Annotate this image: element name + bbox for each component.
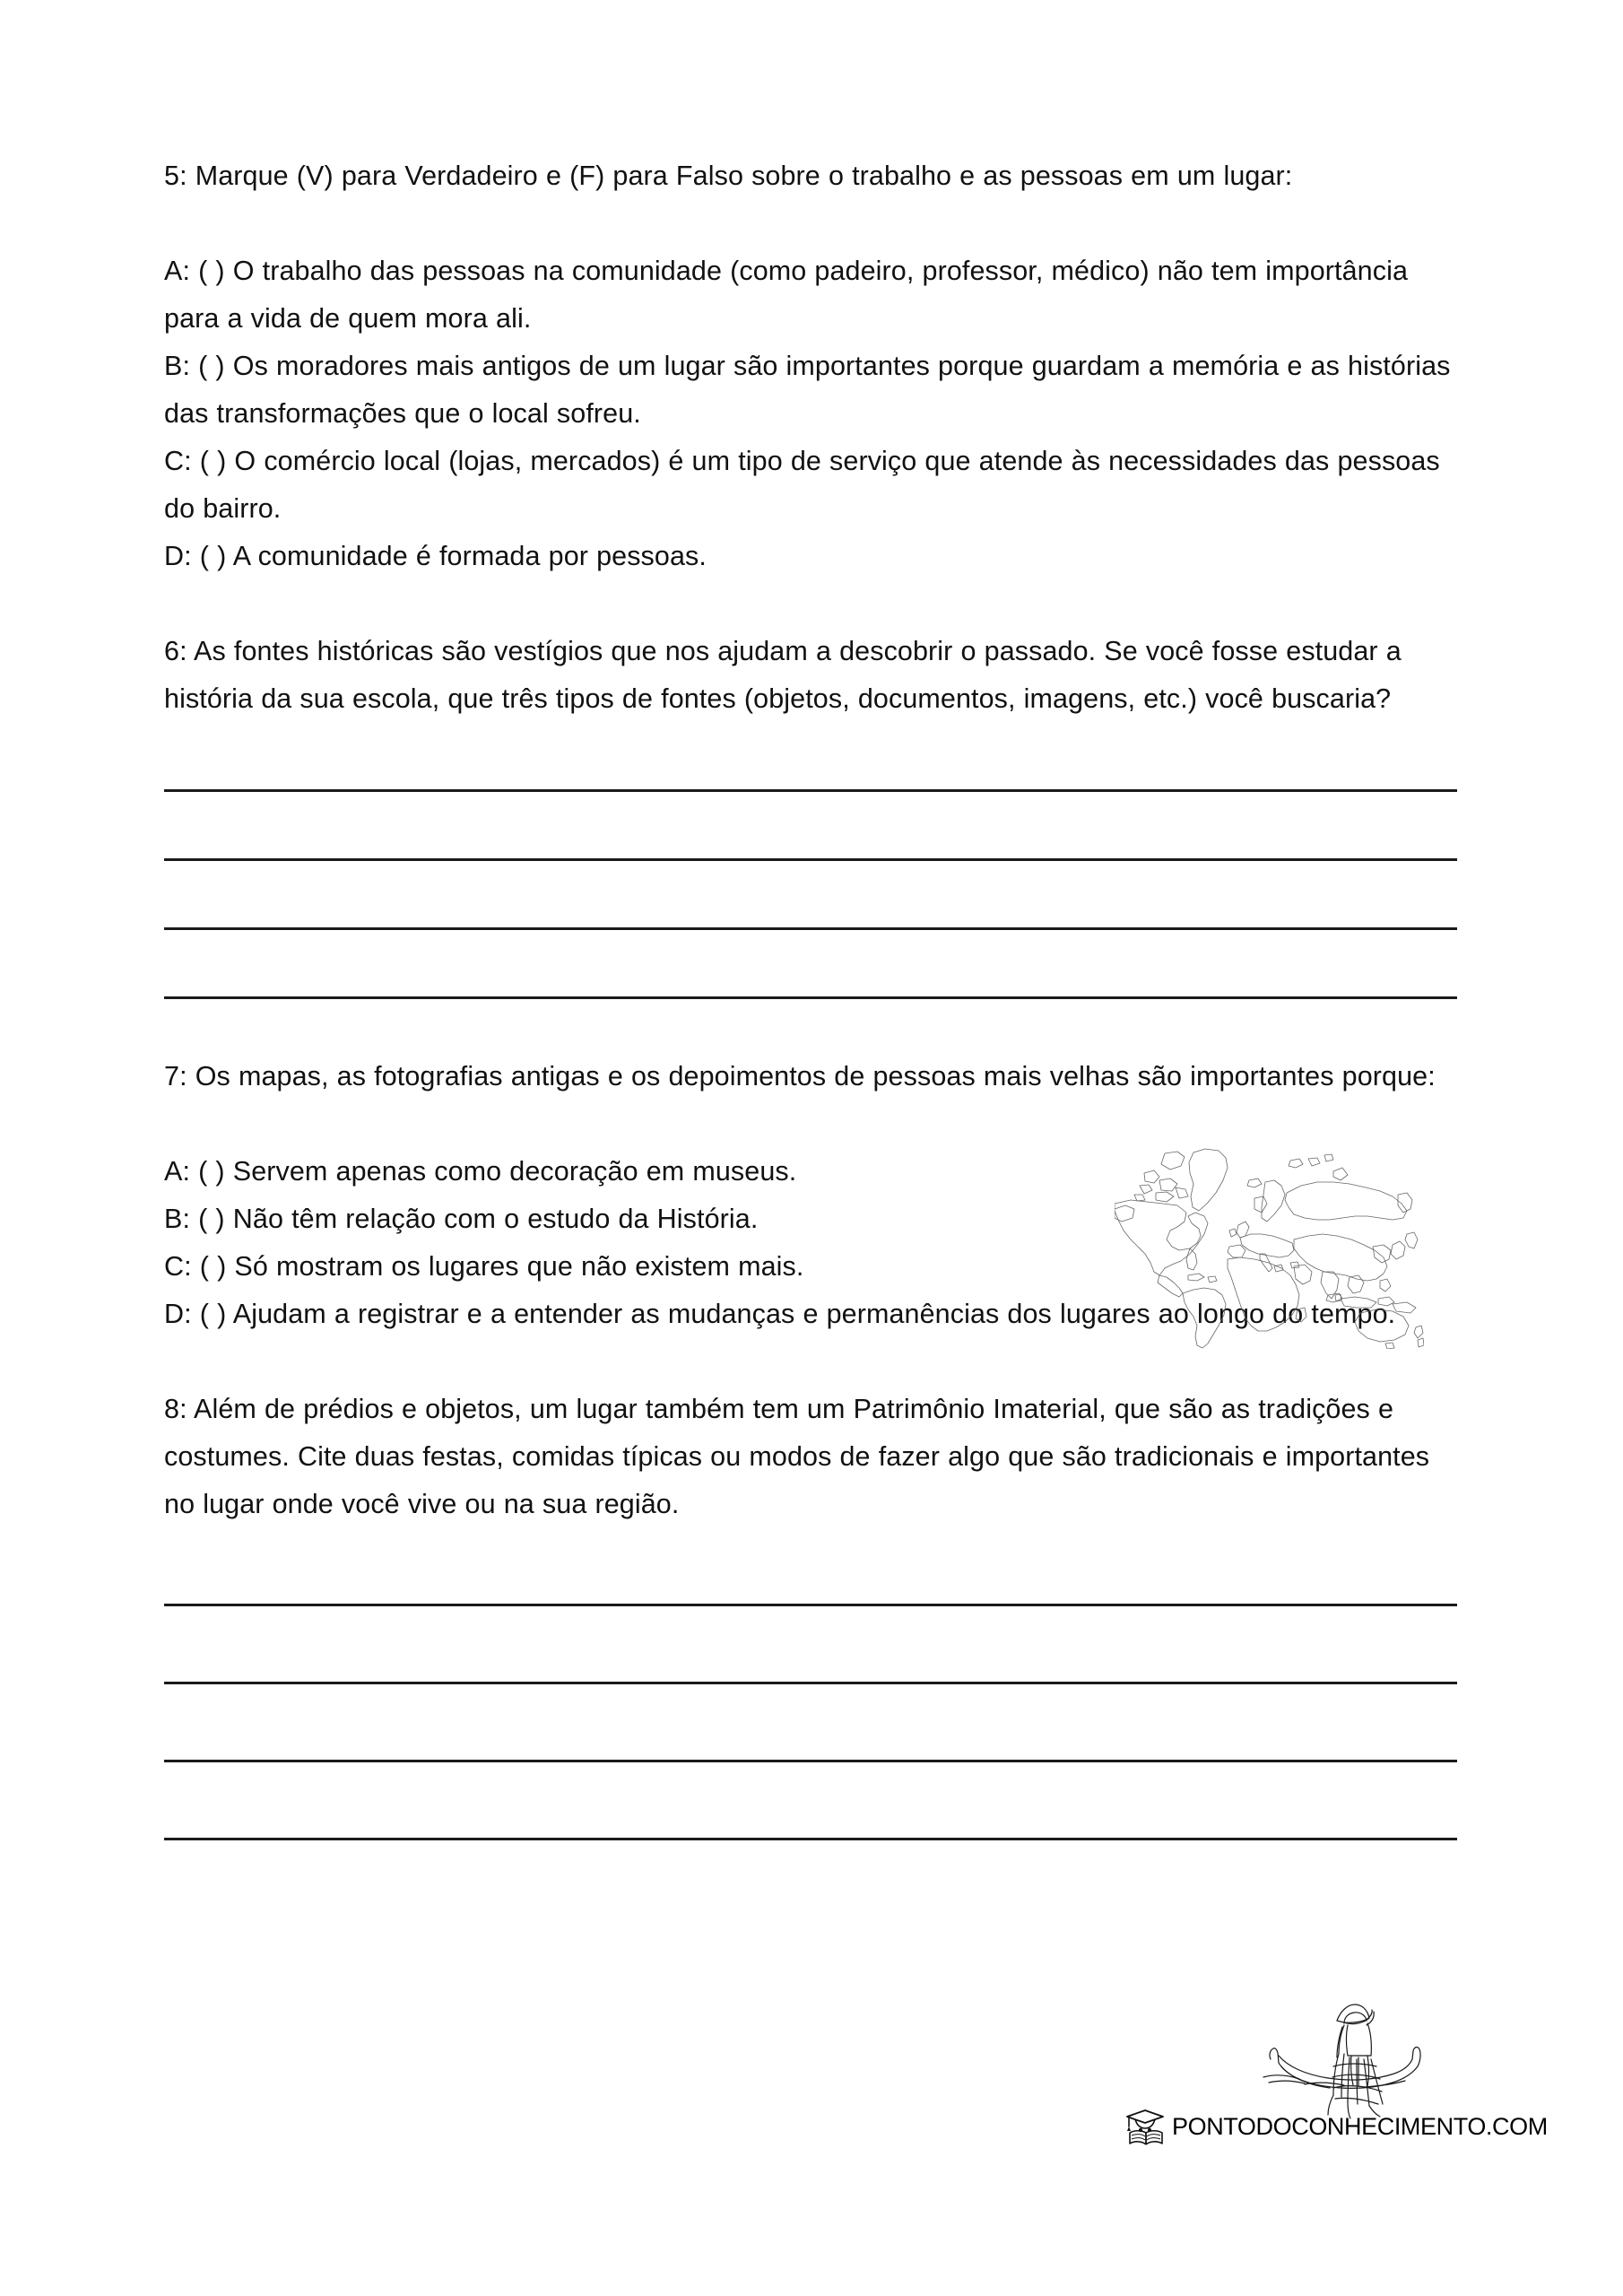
question-6	[164, 628, 1457, 999]
question-5-prompt: 5: Marque (V) para Verdadeiro e (F) para Falso sobre o trabalho e as pessoas em um lugar:	[164, 161, 1293, 191]
question-8	[164, 1386, 1457, 1840]
brand-logo[interactable]	[1125, 2107, 1548, 2146]
spacer	[164, 1606, 1457, 1682]
question-5-option-b[interactable]: B: ( ) Os moradores mais antigos de um lugar são importantes porque guardam a memória e as histórias das transformações que o local sofreu.	[164, 351, 1451, 429]
question-5-option-d[interactable]: D: ( ) A comunidade é formada por pessoas.	[164, 541, 707, 571]
spacer	[164, 999, 1457, 1053]
question-6-prompt: 6: As fontes históricas são vestígios que nos ajudam a descobrir o passado. Se você fosse estudar a história da sua escola, que três tipos de fontes (objetos, documentos, imagens, etc.) você buscaria?	[164, 636, 1402, 714]
answer-line[interactable]	[164, 996, 1457, 999]
spacer	[164, 1528, 1457, 1604]
question-7-option-a[interactable]: A: ( ) Servem apenas como decoração em museus.	[164, 1156, 797, 1187]
footer	[1106, 1987, 1554, 2212]
spacer	[164, 1100, 1457, 1148]
worksheet-content	[164, 152, 1457, 1840]
spacer	[164, 1684, 1457, 1760]
question-7-option-d[interactable]: D: ( ) Ajudam a registrar e a entender as mudanças e permanências dos lugares ao longo do tempo.	[164, 1299, 1396, 1329]
question-5	[164, 152, 1457, 580]
question-5-option-c[interactable]: C: ( ) O comércio local (lojas, mercados) é um tipo de serviço que atende às necessidades das pessoas do bairro.	[164, 446, 1440, 524]
spacer	[164, 930, 1457, 996]
spacer	[164, 1338, 1457, 1386]
question-7-prompt: 7: Os mapas, as fotografias antigas e os depoimentos de pessoas mais velhas são importantes porque:	[164, 1061, 1436, 1091]
question-8-prompt: 8: Além de prédios e objetos, um lugar também tem um Patrimônio Imaterial, que são as tradições e costumes. Cite duas festas, comidas típicas ou modos de fazer algo que são tradicionais e importantes no lugar onde você vive ou na sua região.	[164, 1394, 1430, 1519]
question-7-option-c[interactable]: C: ( ) Só mostram os lugares que não existem mais.	[164, 1251, 804, 1282]
spacer	[164, 1762, 1457, 1838]
question-7-option-b[interactable]: B: ( ) Não têm relação com o estudo da História.	[164, 1204, 759, 1234]
question-7	[164, 1053, 1457, 1338]
spacer	[164, 723, 1457, 789]
spacer	[164, 580, 1457, 628]
spacer	[164, 792, 1457, 858]
question-8-answer-lines[interactable]	[164, 1528, 1457, 1840]
answer-line[interactable]	[164, 1838, 1457, 1840]
graduation-cap-book-icon	[1125, 2107, 1167, 2146]
spacer	[164, 861, 1457, 927]
brand-name: PONTODOCONHECIMENTO.COM	[1172, 2112, 1548, 2140]
question-5-option-a[interactable]: A: ( ) O trabalho das pessoas na comunidade (como padeiro, professor, médico) não tem importância para a vida de quem mora ali.	[164, 256, 1409, 334]
question-6-answer-lines[interactable]	[164, 723, 1457, 999]
spacer	[164, 200, 1457, 248]
